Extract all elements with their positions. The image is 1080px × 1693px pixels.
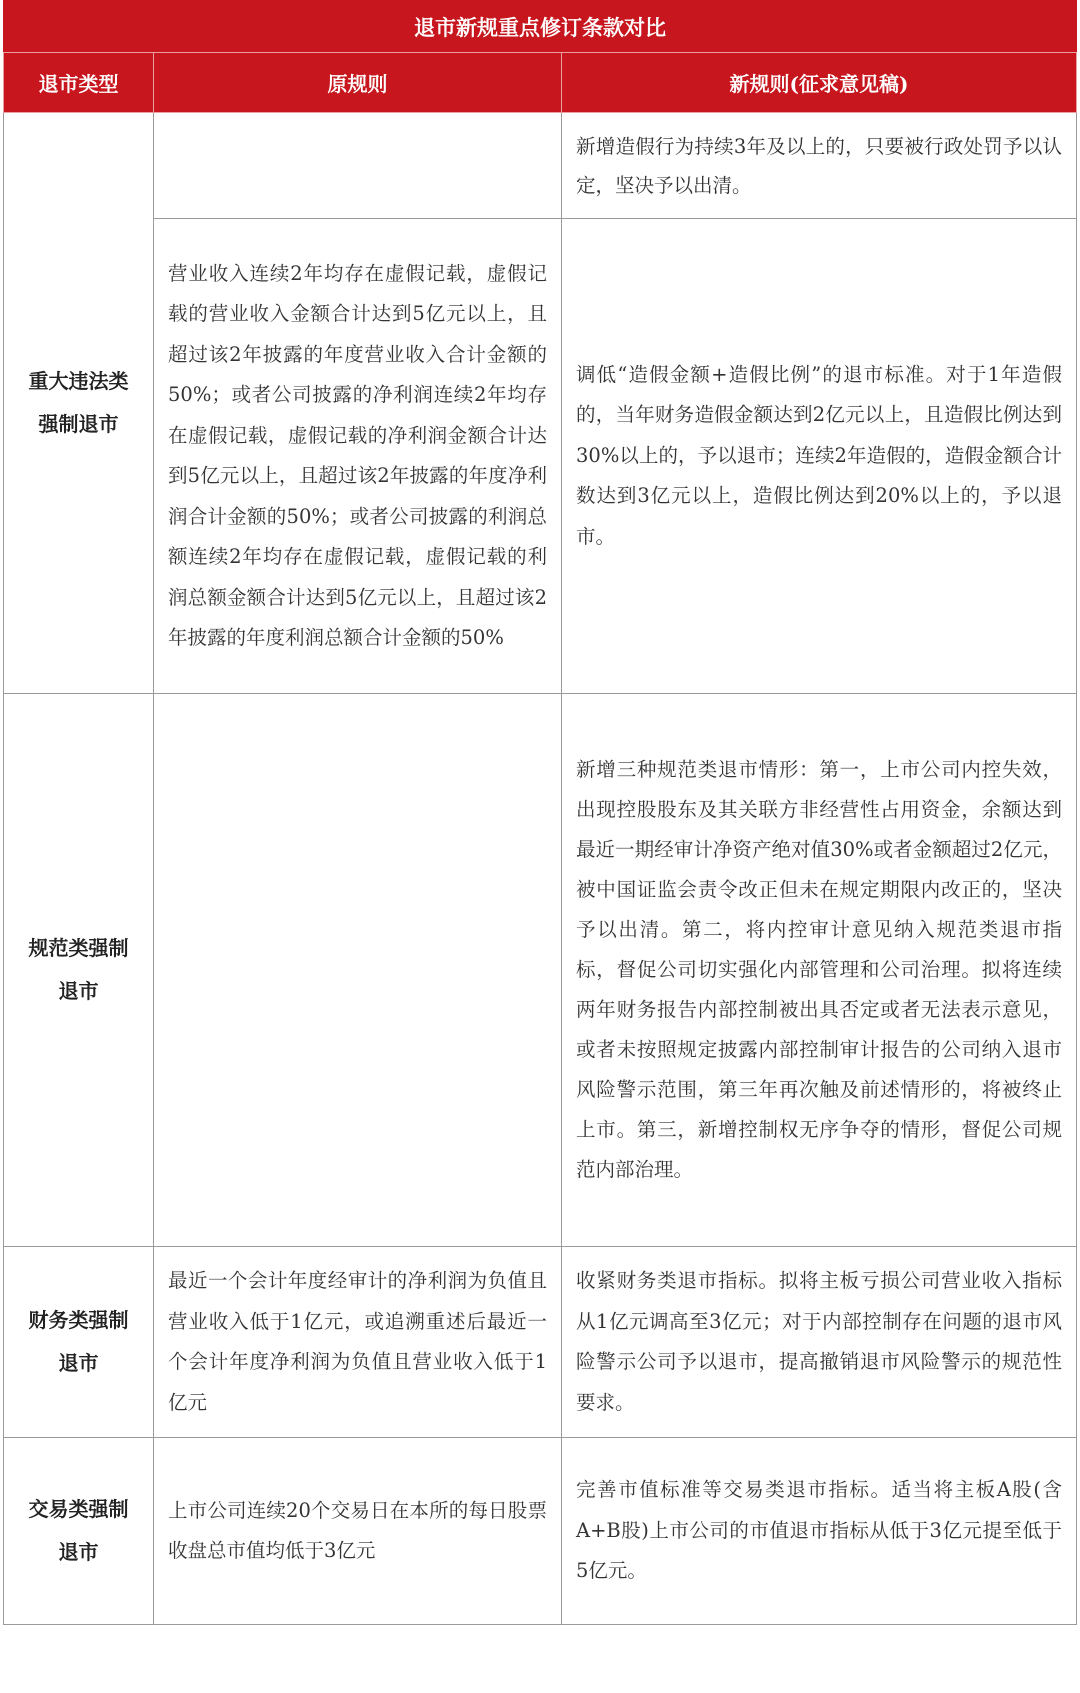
header-old-rule: 原规则 xyxy=(154,53,562,113)
type-label: 交易类强制 退市 xyxy=(28,1497,129,1564)
type-label: 规范类强制 退市 xyxy=(28,936,129,1003)
new-rule-cell: 完善市值标准等交易类退市指标。适当将主板A股(含A+B股)上市公司的市值退市指标从低于3亿元提至低于5亿元。 xyxy=(562,1438,1077,1625)
row-type-trading xyxy=(4,1438,154,1625)
table-row xyxy=(4,1247,1077,1438)
header-type: 退市类型 xyxy=(4,53,154,113)
row-type-financial xyxy=(4,1247,154,1438)
row-type-standardization xyxy=(4,694,154,1247)
row-type-major-violation xyxy=(4,113,154,694)
header-new-rule: 新规则(征求意见稿) xyxy=(562,53,1077,113)
new-rule-cell: 新增造假行为持续3年及以上的，只要被行政处罚予以认定，坚决予以出清。 xyxy=(562,113,1077,219)
table-title: 退市新规重点修订条款对比 xyxy=(4,1,1077,53)
type-label: 重大违法类 强制退市 xyxy=(28,369,129,436)
new-rule-cell: 新增三种规范类退市情形：第一，上市公司内控失效，出现控股股东及其关联方非经营性占用资金，余额达到最近一期经审计净资产绝对值30%或者金额超过2亿元，被中国证监会责令改正但未在规定期限内改正的，坚决予以出清。第二，将内控审计意见纳入规范类退市指标，督促公司切实强化内部管理和公司治理。拟将连续两年财务报告内部控制被出具否定或者无法表示意见，或者未按照规定披露内部控制审计报告的公司纳入退市风险警示范围，第三年再次触及前述情形的，将被终止上市。第三，新增控制权无序争夺的情形，督促公司规范内部治理。 xyxy=(562,694,1077,1247)
type-label: 财务类强制 退市 xyxy=(28,1308,129,1375)
comparison-table-frame xyxy=(3,0,1077,1690)
table-row xyxy=(4,219,1077,694)
header-row xyxy=(4,53,1077,113)
old-rule-cell xyxy=(154,113,562,219)
old-rule-cell: 营业收入连续2年均存在虚假记载，虚假记载的营业收入金额合计达到5亿元以上，且超过该2年披露的年度营业收入合计金额的50%；或者公司披露的净利润连续2年均存在虚假记载，虚假记载的净利润金额合计达到5亿元以上，且超过该2年披露的年度净利润合计金额的50%；或者公司披露的利润总额连续2年均存在虚假记载，虚假记载的利润总额金额合计达到5亿元以上，且超过该2年披露的年度利润总额合计金额的50% xyxy=(154,219,562,694)
old-rule-cell: 上市公司连续20个交易日在本所的每日股票收盘总市值均低于3亿元 xyxy=(154,1438,562,1625)
old-rule-cell: 最近一个会计年度经审计的净利润为负值且营业收入低于1亿元，或追溯重述后最近一个会计年度净利润为负值且营业收入低于1亿元 xyxy=(154,1247,562,1438)
old-rule-cell xyxy=(154,694,562,1247)
comparison-table xyxy=(3,0,1077,1625)
table-row xyxy=(4,1438,1077,1625)
new-rule-cell: 收紧财务类退市指标。拟将主板亏损公司营业收入指标从1亿元调高至3亿元；对于内部控制存在问题的退市风险警示公司予以退市，提高撤销退市风险警示的规范性要求。 xyxy=(562,1247,1077,1438)
table-row xyxy=(4,113,1077,219)
table-row xyxy=(4,694,1077,1247)
new-rule-cell: 调低“造假金额+造假比例”的退市标准。对于1年造假的，当年财务造假金额达到2亿元以上，且造假比例达到30%以上的，予以退市；连续2年造假的，造假金额合计数达到3亿元以上，造假比例达到20%以上的，予以退市。 xyxy=(562,219,1077,694)
title-row xyxy=(4,1,1077,53)
